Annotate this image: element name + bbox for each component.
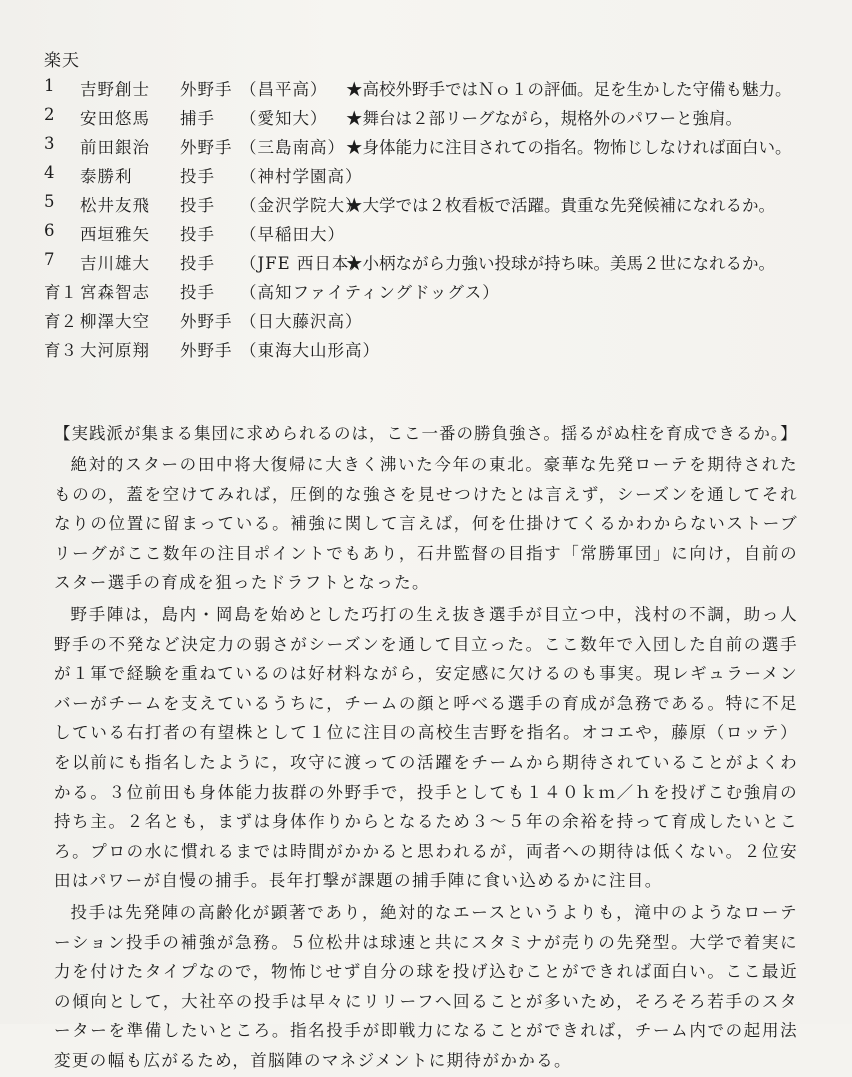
player-school: （金沢学院大） — [240, 196, 363, 215]
player-school: （JFE 西日本） — [240, 254, 367, 273]
player-name: 松井友飛 — [80, 196, 150, 215]
draft-pick-row — [44, 134, 824, 163]
player-school: （東海大山形高） — [240, 341, 380, 360]
pick-number: 1 — [44, 76, 55, 95]
player-name: 吉川雄大 — [80, 254, 150, 273]
pick-comment: ★大学では２枚看板で活躍。貴重な先発候補になれるか。 — [346, 196, 775, 215]
player-position: 投手 — [180, 283, 215, 302]
player-position: 投手 — [180, 225, 215, 244]
player-school: （高知ファイティングドッグス） — [240, 283, 500, 302]
player-position: 投手 — [180, 167, 215, 186]
draft-pick-row — [44, 105, 824, 134]
player-name: 宮森智志 — [80, 283, 150, 302]
pick-comment: ★高校外野手ではＮｏ１の評価。足を生かした守備も魅力。 — [346, 80, 792, 99]
pick-comment: ★舞台は２部リーグながら，規格外のパワーと強肩。 — [346, 109, 742, 128]
player-name: 安田悠馬 — [80, 109, 150, 128]
player-position: 外野手 — [180, 341, 233, 360]
draft-pick-row — [44, 250, 824, 279]
article-paragraph-1: 絶対的スターの田中将大復帰に大きく沸いた今年の東北。豪華な先発ローテを期待されたものの，蓋を空けてみれば，圧倒的な強さを見せつけたとは言えず，シーズンを通してそれなりの位置に留まっている。補強に関して言えば，何を仕掛けてくるかわからないストーブリーグがここ数年の注目ポイントでもあり，石井監督の目指す「常勝軍団」に向け，自前のスター選手の育成を狙ったドラフトとなった。 — [54, 455, 798, 593]
article-paragraph-3: 投手は先発陣の高齢化が顕著であり，絶対的なエースというよりも，滝中のようなローテーション投手の補強が急務。５位松井は球速と共にスタミナが売りの先発型。大学で着実に力を付けたタイプなので，物怖じせず自分の球を投げ込むことができれば面白い。ここ最近の傾向として，大社卒の投手は早々にリリーフへ回ることが多いため，そろそろ若手のスターターを準備したいところ。指名投手が即戦力になることができれば，チーム内での起用法変更の幅も広がるため，首脳陣のマネジメントに期待がかかる。 — [54, 902, 798, 1070]
player-name: 大河原翔 — [80, 341, 150, 360]
draft-pick-row — [44, 163, 824, 192]
player-school: （愛知大） — [240, 109, 328, 128]
pick-number: 育２ — [44, 312, 77, 331]
draft-pick-row — [44, 279, 824, 308]
draft-pick-row — [44, 308, 824, 337]
pick-number: 育１ — [44, 283, 77, 302]
pick-number: 2 — [44, 105, 55, 124]
player-position: 投手 — [180, 254, 215, 273]
player-position: 外野手 — [180, 138, 233, 157]
player-position: 投手 — [180, 196, 215, 215]
draft-pick-row — [44, 192, 824, 221]
pick-comment: ★小柄ながら力強い投球が持ち味。美馬２世になれるか。 — [346, 254, 775, 273]
pick-number: 3 — [44, 134, 55, 153]
player-name: 柳澤大空 — [80, 312, 150, 331]
pick-number: 育３ — [44, 341, 77, 360]
article-paragraph-2: 野手陣は，島内・岡島を始めとした巧打の生え抜き選手が目立つ中，浅村の不調，助っ人野手の不発など決定力の弱さがシーズンを通して目立った。ここ数年で入団した自前の選手が１軍で経験を重ねているのは好材料ながら，安定感に欠けるのも事実。現レギュラーメンバーがチームを支えているうちに，チームの顔と呼べる選手の育成が急務である。特に不足している右打者の有望株として１位に注目の高校生吉野を指名。オコエや，藤原（ロッテ）を以前にも指名したように，攻守に渡っての活躍をチームから期待されていることがよくわかる。３位前田も身体能力抜群の外野手で，投手としても１４０ｋｍ／ｈを投げこむ強肩の持ち主。２名とも，まずは身体作りからとなるため３～５年の余裕を持って育成したいところ。プロの水に慣れるまでは時間がかかると思われるが，両者への期待は低くない。２位安田はパワーが自慢の捕手。長年打撃が課題の捕手陣に食い込めるかに注目。 — [54, 604, 798, 891]
pick-comment: ★身体能力に注目されての指名。物怖じしなければ面白い。 — [346, 138, 792, 157]
draft-pick-row — [44, 337, 824, 366]
player-school: （神村学園高） — [240, 167, 363, 186]
player-school: （三島南高） — [240, 138, 345, 157]
player-name: 吉野創士 — [80, 80, 150, 99]
player-school: （昌平高） — [240, 80, 328, 99]
pick-number: 6 — [44, 221, 55, 240]
player-name: 泰勝利 — [80, 167, 133, 186]
draft-pick-row — [44, 76, 824, 105]
player-school: （日大藤沢高） — [240, 312, 363, 331]
article-heading: 【実践派が集まる集団に求められるのは，ここ一番の勝負強さ。揺るがぬ柱を育成できるか。】 — [54, 424, 798, 443]
analysis-article — [54, 420, 798, 1077]
player-name: 前田銀治 — [80, 138, 150, 157]
draft-pick-row — [44, 221, 824, 250]
player-position: 外野手 — [180, 312, 233, 331]
draft-pick-list — [44, 76, 824, 366]
player-school: （早稲田大） — [240, 225, 345, 244]
pick-number: 4 — [44, 163, 55, 182]
player-name: 西垣雅矢 — [80, 225, 150, 244]
team-label: 楽天 — [44, 51, 80, 71]
player-position: 捕手 — [180, 109, 215, 128]
pick-number: 7 — [44, 250, 55, 269]
pick-number: 5 — [44, 192, 55, 211]
player-position: 外野手 — [180, 80, 233, 99]
